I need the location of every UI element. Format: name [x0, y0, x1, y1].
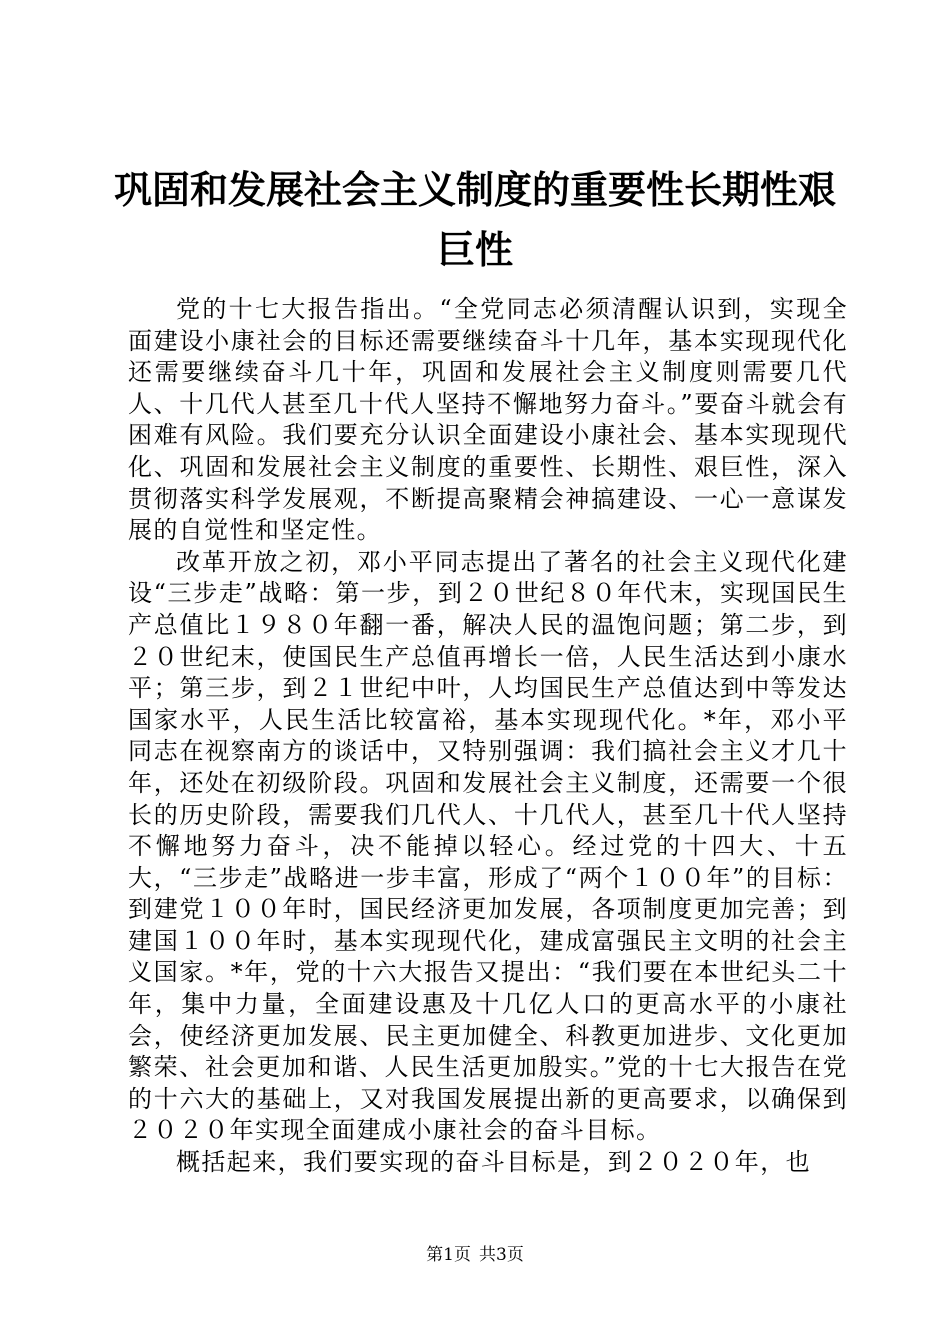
paragraph-1: 党的十七大报告指出。“全党同志必须清醒认识到，实现全面建设小康社会的目标还需要继续奋斗十几年，基本实现现代化还需要继续奋斗几十年，巩固和发展社会主义制度则需要几代人、十几代人甚至几十代人坚持不懈地努力奋斗。”要奋斗就会有困难有风险。我们要充分认识全面建设小康社会、基本实现现代化、巩固和发展社会主义制度的重要性、长期性、艰巨性，深入贯彻落实科学发展观，不断提高聚精会神搞建设、一心一意谋发展的自觉性和坚定性。: [128, 295, 848, 545]
document-title: 巩固和发展社会主义制度的重要性长期性艰巨性: [113, 168, 836, 272]
page-total: 共3页: [479, 1245, 524, 1265]
page-footer: [0, 1244, 950, 1266]
page-number: 第1页: [426, 1245, 471, 1265]
document-body: [128, 294, 848, 1179]
paragraph-2: 改革开放之初，邓小平同志提出了著名的社会主义现代化建设“三步走”战略：第一步，到２０世纪８０年代末，实现国民生产总值比１９８０年翻一番，解决人民的温饱问题；第二步，到２０世纪末，使国民生产总值再增长一倍，人民生活达到小康水平；第三步，到２１世纪中叶，人均国民生产总值达到中等发达国家水平，人民生活比较富裕，基本实现现代化。*年，邓小平同志在视察南方的谈话中，又特别强调：我们搞社会主义才几十年，还处在初级阶段。巩固和发展社会主义制度，还需要一个很长的历史阶段，需要我们几代人、十几代人，甚至几十代人坚持不懈地努力奋斗，决不能掉以轻心。经过党的十四大、十五大，“三步走”战略进一步丰富，形成了“两个１００年”的目标：到建党１００年时，国民经济更加发展，各项制度更加完善；到建国１００年时，基本实现现代化，建成富强民主文明的社会主义国家。*年，党的十六大报告又提出：“我们要在本世纪头二十年，集中力量，全面建设惠及十几亿人口的更高水平的小康社会，使经济更加发展、民主更加健全、科教更加进步、文化更加繁荣、社会更加和谐、人民生活更加殷实。”党的十七大报告在党的十六大的基础上，又对我国发展提出新的更高要求，以确保到２０２０年实现全面建成小康社会的奋斗目标。: [128, 547, 848, 1145]
paragraph-3: 概括起来，我们要实现的奋斗目标是，到２０２０年，也: [176, 1148, 811, 1177]
